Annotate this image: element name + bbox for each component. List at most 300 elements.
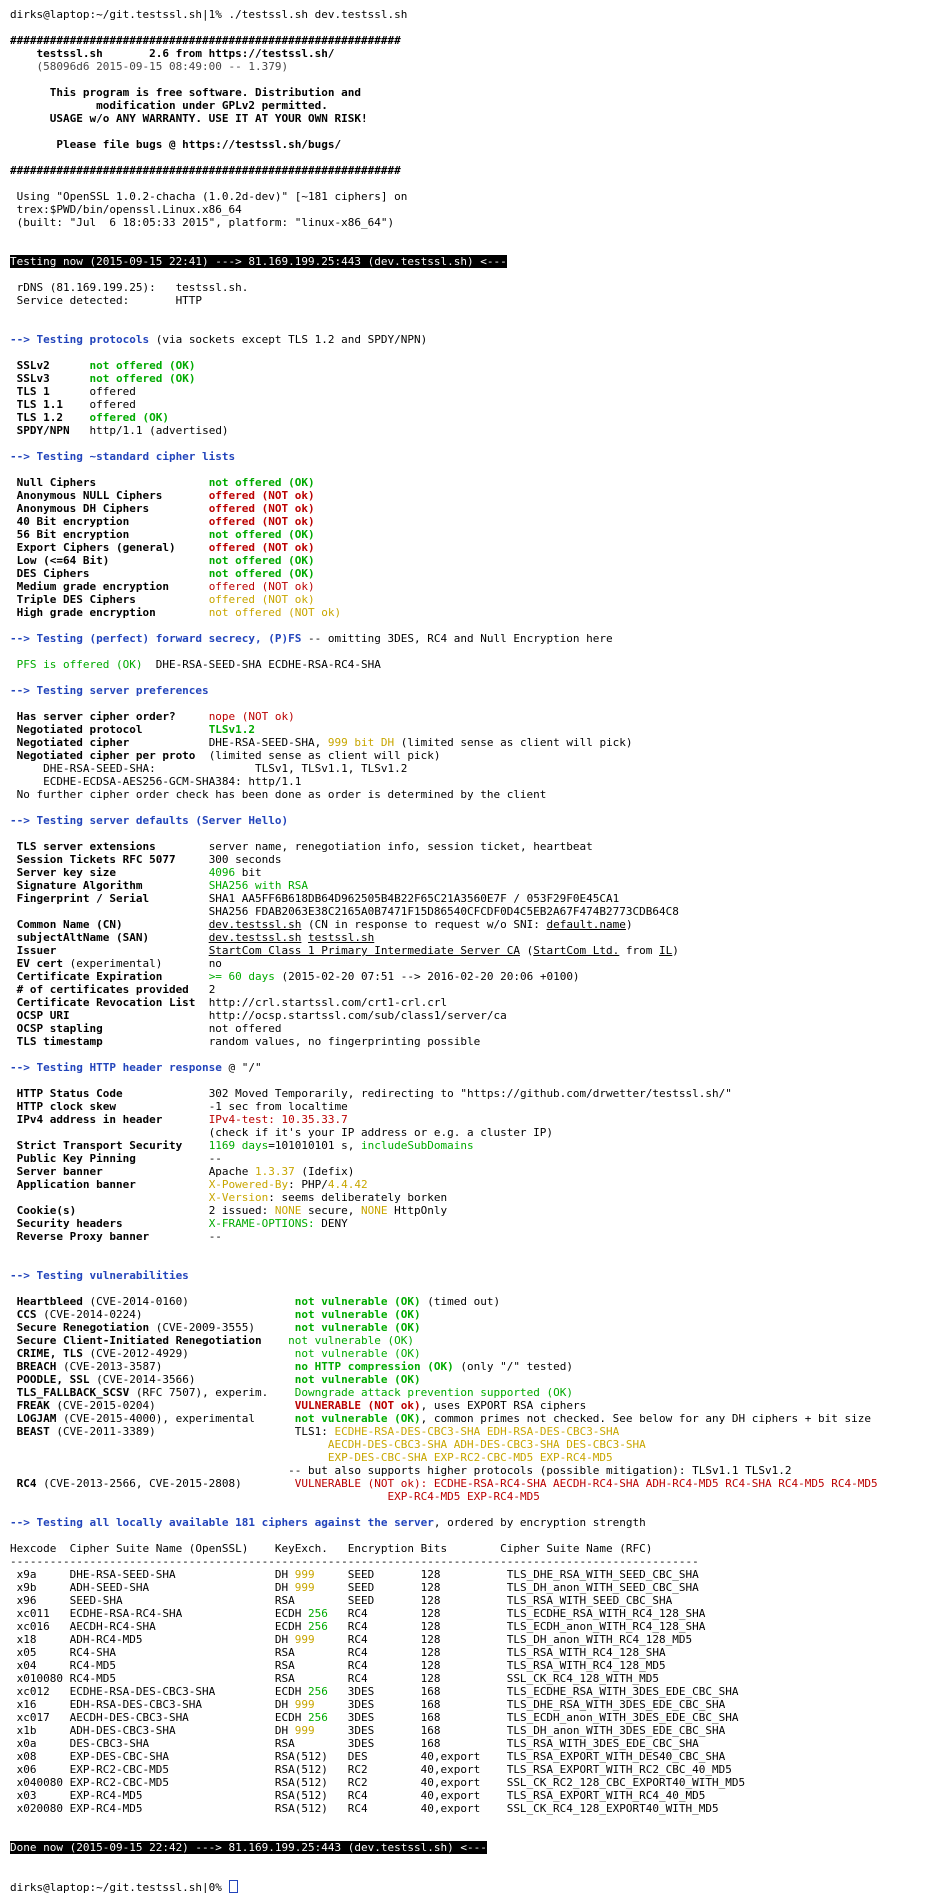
- terminal-line: [10, 47, 930, 60]
- terminal-text: IPv4-test: 10.35.33.7: [208, 1113, 348, 1126]
- terminal-text: server name, renegotiation info, session ticket, heartbeat: [208, 840, 593, 853]
- terminal-line: [10, 1802, 930, 1815]
- terminal-text: [10, 1490, 388, 1503]
- terminal-text: http://crl.startssl.com/crt1-crl.crl: [208, 996, 448, 1009]
- terminal-text: (CVE-2009-3555): [149, 1321, 295, 1334]
- terminal-line: [10, 606, 930, 619]
- terminal-line: [10, 86, 930, 99]
- terminal-text: PFS is offered (OK): [10, 658, 143, 671]
- terminal-text: SHA256 FDAB2063E38C2165A0B7471F15D86540CFCDF0D4C5EB2A67F474B2773CDB64C8: [10, 905, 679, 918]
- terminal-text: (CVE-2012-4929): [82, 1347, 295, 1360]
- terminal-line: [10, 346, 930, 359]
- terminal-line: [10, 1750, 930, 1763]
- terminal-text: not vulnerable (OK): [294, 1295, 421, 1308]
- terminal-text: x040080 EXP-RC2-CBC-MD5 RSA(512) RC2 40,export SSL_CK_RC2_128_CBC_EXPORT40_WITH_MD5: [10, 1776, 746, 1789]
- terminal-line: [10, 255, 930, 268]
- terminal-text: 4096: [208, 866, 236, 879]
- terminal-line: [10, 1399, 930, 1412]
- terminal-text: testssl.sh: [308, 931, 375, 944]
- terminal-line: [10, 1737, 930, 1750]
- terminal-text: rDNS (81.169.199.25): testssl.sh.: [10, 281, 249, 294]
- terminal-text: Done now (2015-09-15 22:42) ---> 81.169.199.25:443 (dev.testssl.sh) <---: [10, 1841, 487, 1854]
- terminal-text: (check if it's your IP address or e.g. a cluster IP): [10, 1126, 554, 1139]
- terminal-text: Public Key Pinning: [10, 1152, 209, 1165]
- terminal-text: EXP-RC4-MD5 EXP-RC4-MD5: [387, 1490, 540, 1503]
- terminal-line: [10, 8, 930, 21]
- terminal-line: [10, 320, 930, 333]
- terminal-text: X-Powered-By: [208, 1178, 289, 1191]
- terminal-line: [10, 983, 930, 996]
- terminal-line: [10, 1841, 930, 1854]
- terminal-line: [10, 1490, 930, 1503]
- terminal-line: [10, 1477, 930, 1490]
- terminal-text: CRIME, TLS: [10, 1347, 83, 1360]
- terminal-text: , ordered by encryption strength: [433, 1516, 646, 1529]
- terminal-line: [10, 242, 930, 255]
- terminal-line: [10, 151, 930, 164]
- terminal-text: Negotiated cipher per proto: [10, 749, 209, 762]
- terminal-line: [10, 411, 930, 424]
- terminal-text: --------------------------------------------------------------------------------------------------------: [10, 1555, 699, 1568]
- terminal-line: [10, 1555, 930, 1568]
- terminal-text: not offered (OK): [89, 359, 196, 372]
- terminal-line: [10, 1113, 930, 1126]
- terminal-line: [10, 1438, 930, 1451]
- terminal-text: offered (NOT ok): [208, 580, 315, 593]
- terminal-line: [10, 580, 930, 593]
- terminal-line: [10, 1724, 930, 1737]
- terminal-line: [10, 619, 930, 632]
- terminal-text: ): [625, 918, 633, 931]
- terminal-line: [10, 1646, 930, 1659]
- terminal-line: [10, 853, 930, 866]
- terminal-text: (built: "Jul 6 18:05:33 2015", platform: "linux-x86_64"): [10, 216, 395, 229]
- terminal-line: [10, 1269, 930, 1282]
- terminal-line: [10, 1568, 930, 1581]
- terminal-text: [10, 1451, 328, 1464]
- terminal-text: 999 bit DH: [327, 736, 395, 749]
- terminal-line: [10, 1282, 930, 1295]
- terminal-text: 256: [308, 1620, 328, 1633]
- terminal-line: [10, 1672, 930, 1685]
- terminal-line: [10, 957, 930, 970]
- terminal-line: [10, 268, 930, 281]
- terminal-text: dirks@laptop:~/git.testssl.sh|1% ./testssl.sh dev.testssl.sh: [10, 8, 408, 21]
- terminal-line: [10, 112, 930, 125]
- terminal-text: --> Testing all locally available 181 ciphers against the server: [10, 1516, 434, 1529]
- terminal-text: NONE: [274, 1204, 302, 1217]
- terminal-text: -1 sec from localtime: [208, 1100, 348, 1113]
- terminal-text: TLSv1.2: [208, 723, 256, 736]
- terminal-line: [10, 1412, 930, 1425]
- terminal-text: , uses EXPORT RSA ciphers: [420, 1399, 587, 1412]
- terminal-line: [10, 1217, 930, 1230]
- terminal-line: [10, 164, 930, 177]
- terminal-text: offered (NOT ok): [208, 489, 315, 502]
- terminal-text: Anonymous NULL Ciphers: [10, 489, 209, 502]
- terminal-text: TLS timestamp: [10, 1035, 209, 1048]
- terminal-text: [10, 1191, 209, 1204]
- terminal-line: [10, 632, 930, 645]
- terminal-text: StartCom Class 1 Primary Intermediate Server CA: [208, 944, 520, 957]
- terminal-text: (2015-02-20 07:51 --> 2016-02-20 20:06 +0100): [274, 970, 580, 983]
- terminal-text: offered (NOT ok): [208, 515, 315, 528]
- terminal-line: [10, 1594, 930, 1607]
- terminal-text: (58096d6 2015-09-15 08:49:00 -- 1.379): [10, 60, 289, 73]
- terminal-text: 3DES 168 TLS_ECDH_anon_WITH_3DES_EDE_CBC_SHA: [327, 1711, 739, 1724]
- terminal-text: (only "/" tested): [453, 1360, 573, 1373]
- terminal-line: [10, 216, 930, 229]
- terminal-text: DENY: [314, 1217, 348, 1230]
- terminal-text: Common Name (CN): [10, 918, 209, 931]
- terminal-text: includeSubDomains: [361, 1139, 474, 1152]
- terminal-line: [10, 398, 930, 411]
- terminal-text: Has server cipher order?: [10, 710, 209, 723]
- terminal-text: x010080 RC4-MD5 RSA RC4 128 SSL_CK_RC4_128_WITH_MD5: [10, 1672, 660, 1685]
- terminal-text: [10, 1438, 328, 1451]
- terminal-text: Issuer: [10, 944, 209, 957]
- terminal-line: [10, 1503, 930, 1516]
- terminal-text: --: [208, 1230, 222, 1243]
- terminal-line: [10, 1425, 930, 1438]
- terminal-line: [10, 1828, 930, 1841]
- terminal-text: @ "/": [221, 1061, 262, 1074]
- terminal-text: 56 Bit encryption: [10, 528, 209, 541]
- terminal-text: (limited sense as client will pick): [394, 736, 633, 749]
- terminal-text: TLS 1.2: [10, 411, 90, 424]
- terminal-text: Heartbleed: [10, 1295, 83, 1308]
- terminal-line: [10, 1698, 930, 1711]
- terminal-text: (experimental): [62, 957, 209, 970]
- terminal-text: x04 RC4-MD5 RSA RC4 128 TLS_RSA_WITH_RC4_128_MD5: [10, 1659, 666, 1672]
- terminal-line: [10, 138, 930, 151]
- terminal-text: offered: [89, 398, 136, 411]
- terminal-text: dev.testssl.sh: [208, 918, 302, 931]
- terminal-text: Strict Transport Security: [10, 1139, 209, 1152]
- terminal-line: [10, 1243, 930, 1256]
- terminal-text: DHE-RSA-SEED-SHA ECDHE-RSA-RC4-SHA: [142, 658, 381, 671]
- terminal-line: [10, 1763, 930, 1776]
- terminal-line: [10, 749, 930, 762]
- terminal-text: offered (NOT ok): [208, 593, 315, 606]
- terminal-text: 300 seconds: [208, 853, 282, 866]
- terminal-text: not vulnerable (OK): [288, 1334, 414, 1347]
- terminal-text: x05 RC4-SHA RSA RC4 128 TLS_RSA_WITH_RC4_128_SHA: [10, 1646, 666, 1659]
- terminal-text: CCS: [10, 1308, 37, 1321]
- terminal-line: [10, 1789, 930, 1802]
- terminal-text: 2 issued:: [208, 1204, 275, 1217]
- terminal-text: --: [208, 1152, 222, 1165]
- terminal-text: -- but also supports higher protocols (possible mitigation): TLSv1.1 TLSv1.2: [10, 1464, 792, 1477]
- terminal-line: [10, 1815, 930, 1828]
- terminal-line: [10, 567, 930, 580]
- terminal-text: offered: [89, 385, 136, 398]
- terminal-line: [10, 775, 930, 788]
- terminal-text: 999: [294, 1698, 315, 1711]
- terminal-text: not vulnerable (OK): [294, 1412, 421, 1425]
- terminal-text: StartCom Ltd.: [533, 944, 620, 957]
- terminal-text: Secure Renegotiation: [10, 1321, 150, 1334]
- terminal-line: [10, 229, 930, 242]
- terminal-text: Session Tickets RFC 5077: [10, 853, 209, 866]
- terminal-text: # of certificates provided: [10, 983, 209, 996]
- terminal-text: (RFC 7507), experim.: [129, 1386, 295, 1399]
- terminal-text: (CVE-2015-0204): [49, 1399, 295, 1412]
- terminal-line: [10, 1386, 930, 1399]
- terminal-text: OCSP URI: [10, 1009, 209, 1022]
- terminal-text: OCSP stapling: [10, 1022, 209, 1035]
- terminal-text: USAGE w/o ANY WARRANTY. USE IT AT YOUR OWN RISK!: [10, 112, 368, 125]
- terminal-text: random values, no fingerprinting possible: [208, 1035, 481, 1048]
- terminal-text: xc017 AECDH-DES-CBC3-SHA ECDH: [10, 1711, 309, 1724]
- terminal-text: 256: [308, 1685, 328, 1698]
- terminal-line: [10, 684, 930, 697]
- terminal-text: Testing now (2015-09-15 22:41) ---> 81.169.199.25:443 (dev.testssl.sh) <---: [10, 255, 507, 268]
- terminal-text: 3DES 168 TLS_DH_anon_WITH_3DES_EDE_CBC_SHA: [314, 1724, 726, 1737]
- terminal-text: Downgrade attack prevention supported (OK): [294, 1386, 573, 1399]
- terminal-text: BREACH: [10, 1360, 57, 1373]
- terminal-text: --> Testing HTTP header response: [10, 1061, 222, 1074]
- terminal-text: RC4: [10, 1477, 37, 1490]
- terminal-text: (CVE-2014-0160): [82, 1295, 295, 1308]
- terminal-text: nope (NOT ok): [208, 710, 295, 723]
- terminal-text: 256: [308, 1607, 328, 1620]
- terminal-text: http/1.1 (advertised): [89, 424, 229, 437]
- terminal-text: TLS 1: [10, 385, 90, 398]
- terminal-text: FREAK: [10, 1399, 50, 1412]
- terminal-text: SSLv3: [10, 372, 90, 385]
- terminal-line: [10, 879, 930, 892]
- terminal-line: [10, 1139, 930, 1152]
- terminal-text: --> Testing protocols: [10, 333, 150, 346]
- terminal-line: [10, 1633, 930, 1646]
- terminal-line: [10, 905, 930, 918]
- terminal-text: Low (<=64 Bit): [10, 554, 209, 567]
- terminal-text: ECDHE-ECDSA-AES256-GCM-SHA384: http/1.1: [10, 775, 302, 788]
- terminal-text: not vulnerable (OK): [294, 1373, 421, 1386]
- terminal-text: x06 EXP-RC2-CBC-MD5 RSA(512) RC2 40,export TLS_RSA_EXPORT_WITH_RC2_CBC_40_MD5: [10, 1763, 732, 1776]
- terminal-line: [10, 892, 930, 905]
- terminal-text: not vulnerable (OK): [294, 1308, 421, 1321]
- terminal-line: [10, 73, 930, 86]
- terminal-text: (CVE-2015-4000), experimental: [56, 1412, 295, 1425]
- terminal-text: (CVE-2014-3566): [89, 1373, 295, 1386]
- terminal-line: [10, 1516, 930, 1529]
- terminal-text: Negotiated cipher: [10, 736, 209, 749]
- terminal-text: (CVE-2014-0224): [36, 1308, 295, 1321]
- terminal-line: [10, 840, 930, 853]
- terminal-line: [10, 541, 930, 554]
- terminal-text: Security headers: [10, 1217, 209, 1230]
- terminal-text: 999: [294, 1633, 315, 1646]
- terminal-text: 3DES 168 TLS_ECDHE_RSA_WITH_3DES_EDE_CBC_SHA: [327, 1685, 739, 1698]
- terminal-text: EXP-DES-CBC-SHA EXP-RC2-CBC-MD5 EXP-RC4-MD5: [327, 1451, 613, 1464]
- terminal-line: [10, 593, 930, 606]
- terminal-text: Apache: [208, 1165, 256, 1178]
- terminal-line: [10, 385, 930, 398]
- terminal-line: [10, 1230, 930, 1243]
- terminal-text: (: [519, 944, 534, 957]
- terminal-line: [10, 1087, 930, 1100]
- terminal-text: (CVE-2013-3587): [56, 1360, 295, 1373]
- terminal-line: [10, 294, 930, 307]
- terminal-line: [10, 1022, 930, 1035]
- terminal-text: bit: [235, 866, 262, 879]
- terminal-line: [10, 60, 930, 73]
- terminal-line: [10, 1074, 930, 1087]
- terminal-text: (CN in response to request w/o SNI:: [301, 918, 547, 931]
- terminal-line: [10, 1256, 930, 1269]
- terminal-text: Application banner: [10, 1178, 209, 1191]
- terminal-line: [10, 1867, 930, 1880]
- terminal-line: [10, 944, 930, 957]
- terminal-text: Null Ciphers: [10, 476, 209, 489]
- terminal-line: [10, 1685, 930, 1698]
- terminal-text: LOGJAM: [10, 1412, 57, 1425]
- terminal-line: [10, 502, 930, 515]
- terminal-text: subjectAltName (SAN): [10, 931, 209, 944]
- terminal-text: not offered: [208, 1022, 282, 1035]
- terminal-line: [10, 801, 930, 814]
- terminal-text: SHA1 AA5FF6B618DB64D962505B4B22F65C21A3560E7F / 053F29F0E45CA1: [208, 892, 620, 905]
- terminal-text: Certificate Revocation List: [10, 996, 209, 1009]
- terminal-text: Triple DES Ciphers: [10, 593, 209, 606]
- terminal-line: [10, 99, 930, 112]
- terminal-text: 2: [208, 983, 216, 996]
- terminal-line: [10, 125, 930, 138]
- terminal-text: x1b ADH-DES-CBC3-SHA DH: [10, 1724, 295, 1737]
- terminal-text: not vulnerable (OK): [294, 1321, 421, 1334]
- terminal-line: [10, 762, 930, 775]
- terminal-line: [10, 645, 930, 658]
- terminal-line: [10, 1776, 930, 1789]
- terminal-text: No further cipher order check has been done as order is determined by the client: [10, 788, 547, 801]
- terminal-line: [10, 450, 930, 463]
- terminal-text: : PHP/: [288, 1178, 328, 1191]
- terminal-line: [10, 697, 930, 710]
- terminal-line: [10, 1373, 930, 1386]
- terminal-text: modification under GPLv2 permitted.: [10, 99, 328, 112]
- terminal-text: dev.testssl.sh: [208, 931, 302, 944]
- terminal-text: 40 Bit encryption: [10, 515, 209, 528]
- terminal-line: [10, 203, 930, 216]
- terminal-text: -- omitting 3DES, RC4 and Null Encryption here: [301, 632, 613, 645]
- terminal-line: [10, 658, 930, 671]
- terminal-text: x96 SEED-SHA RSA SEED 128 TLS_RSA_WITH_SEED_CBC_SHA: [10, 1594, 673, 1607]
- terminal-text: no HTTP compression (OK): [294, 1360, 454, 1373]
- terminal-text: 999: [294, 1724, 315, 1737]
- terminal-line: [10, 1009, 930, 1022]
- terminal-line: [10, 1880, 930, 1893]
- terminal-text: Medium grade encryption: [10, 580, 209, 593]
- terminal-line: [10, 554, 930, 567]
- terminal-text: DHE-RSA-SEED-SHA,: [208, 736, 328, 749]
- terminal-text: , common primes not checked. See below for any DH ciphers + bit size: [420, 1412, 871, 1425]
- terminal-line: [10, 1360, 930, 1373]
- terminal-line: [10, 996, 930, 1009]
- terminal-text: no: [208, 957, 222, 970]
- terminal-text: BEAST: [10, 1425, 50, 1438]
- terminal-line: [10, 1308, 930, 1321]
- terminal-text: Hexcode Cipher Suite Name (OpenSSL) KeyExch. Encryption Bits Cipher Suite Name (RFC): [10, 1542, 653, 1555]
- terminal-text: (timed out): [420, 1295, 501, 1308]
- terminal-text: ###########################################################: [10, 164, 401, 177]
- terminal-line: [10, 1165, 930, 1178]
- terminal-text: (CVE-2013-2566, CVE-2015-2808): [36, 1477, 295, 1490]
- terminal-text: High grade encryption: [10, 606, 209, 619]
- terminal-line: [10, 359, 930, 372]
- terminal-text: not offered (OK): [208, 528, 315, 541]
- terminal-text: Export Ciphers (general): [10, 541, 209, 554]
- terminal-text: --> Testing (perfect) forward secrecy, (P)FS: [10, 632, 302, 645]
- terminal-line: [10, 333, 930, 346]
- terminal-line: [10, 34, 930, 47]
- terminal-line: [10, 710, 930, 723]
- terminal-line: [10, 1048, 930, 1061]
- terminal-text: x020080 EXP-RC4-MD5 RSA(512) RC4 40,export SSL_CK_RC4_128_EXPORT40_WITH_MD5: [10, 1802, 719, 1815]
- terminal-text: X-Version: [208, 1191, 269, 1204]
- terminal-line: [10, 1178, 930, 1191]
- terminal-line: [10, 177, 930, 190]
- terminal-text: Please file bugs @ https://testssl.sh/bugs/: [10, 138, 342, 151]
- terminal-text: SEED 128 TLS_DHE_RSA_WITH_SEED_CBC_SHA: [314, 1568, 699, 1581]
- terminal-text: Certificate Expiration: [10, 970, 209, 983]
- terminal-text: IPv4 address in header: [10, 1113, 209, 1126]
- terminal-line: [10, 1321, 930, 1334]
- terminal-text: RC4 128 TLS_ECDHE_RSA_WITH_RC4_128_SHA: [327, 1607, 706, 1620]
- terminal-text: (CVE-2011-3389) TLS1:: [49, 1425, 335, 1438]
- terminal-line: [10, 1347, 930, 1360]
- terminal-line: [10, 1061, 930, 1074]
- terminal-text: x18 ADH-RC4-MD5 DH: [10, 1633, 295, 1646]
- terminal-line: [10, 1464, 930, 1477]
- terminal-line: [10, 970, 930, 983]
- terminal-line: [10, 1035, 930, 1048]
- terminal-line: [10, 1334, 930, 1347]
- terminal-line: [10, 307, 930, 320]
- terminal-line: [10, 281, 930, 294]
- terminal-line: [10, 736, 930, 749]
- terminal-text: (via sockets except TLS 1.2 and SPDY/NPN): [149, 333, 428, 346]
- terminal-line: [10, 1542, 930, 1555]
- terminal-line: [10, 1295, 930, 1308]
- terminal-text: This program is free software. Distribution and: [10, 86, 361, 99]
- terminal-text: 302 Moved Temporarily, redirecting to "https://github.com/drwetter/testssl.sh/": [208, 1087, 732, 1100]
- terminal-text: not offered (NOT ok): [208, 606, 342, 619]
- terminal-line: [10, 814, 930, 827]
- terminal-output[interactable]: [10, 8, 930, 1893]
- terminal-text: RC4 128 TLS_DH_anon_WITH_RC4_128_MD5: [314, 1633, 693, 1646]
- terminal-text: (Idefix): [294, 1165, 355, 1178]
- terminal-line: [10, 1204, 930, 1217]
- terminal-text: Using "OpenSSL 1.0.2-chacha (1.0.2d-dev)" [~181 ciphers] on: [10, 190, 408, 203]
- terminal-text: X-FRAME-OPTIONS:: [208, 1217, 315, 1230]
- terminal-text: IL: [659, 944, 673, 957]
- terminal-text: RC4 128 TLS_ECDH_anon_WITH_RC4_128_SHA: [327, 1620, 706, 1633]
- terminal-line: [10, 1100, 930, 1113]
- terminal-text: not offered (OK): [208, 476, 315, 489]
- terminal-text: x03 EXP-RC4-MD5 RSA(512) RC4 40,export TLS_RSA_EXPORT_WITH_RC4_40_MD5: [10, 1789, 706, 1802]
- terminal-text: http://ocsp.startssl.com/sub/class1/server/ca: [208, 1009, 507, 1022]
- terminal-text: offered (NOT ok): [208, 541, 315, 554]
- terminal-text: TLS server extensions: [10, 840, 209, 853]
- terminal-text: 3DES 168 TLS_DHE_RSA_WITH_3DES_EDE_CBC_SHA: [314, 1698, 726, 1711]
- terminal-text: Negotiated protocol: [10, 723, 209, 736]
- terminal-text: xc016 AECDH-RC4-SHA ECDH: [10, 1620, 309, 1633]
- terminal-line: [10, 918, 930, 931]
- terminal-line: [10, 1152, 930, 1165]
- terminal-text: ): [672, 944, 679, 957]
